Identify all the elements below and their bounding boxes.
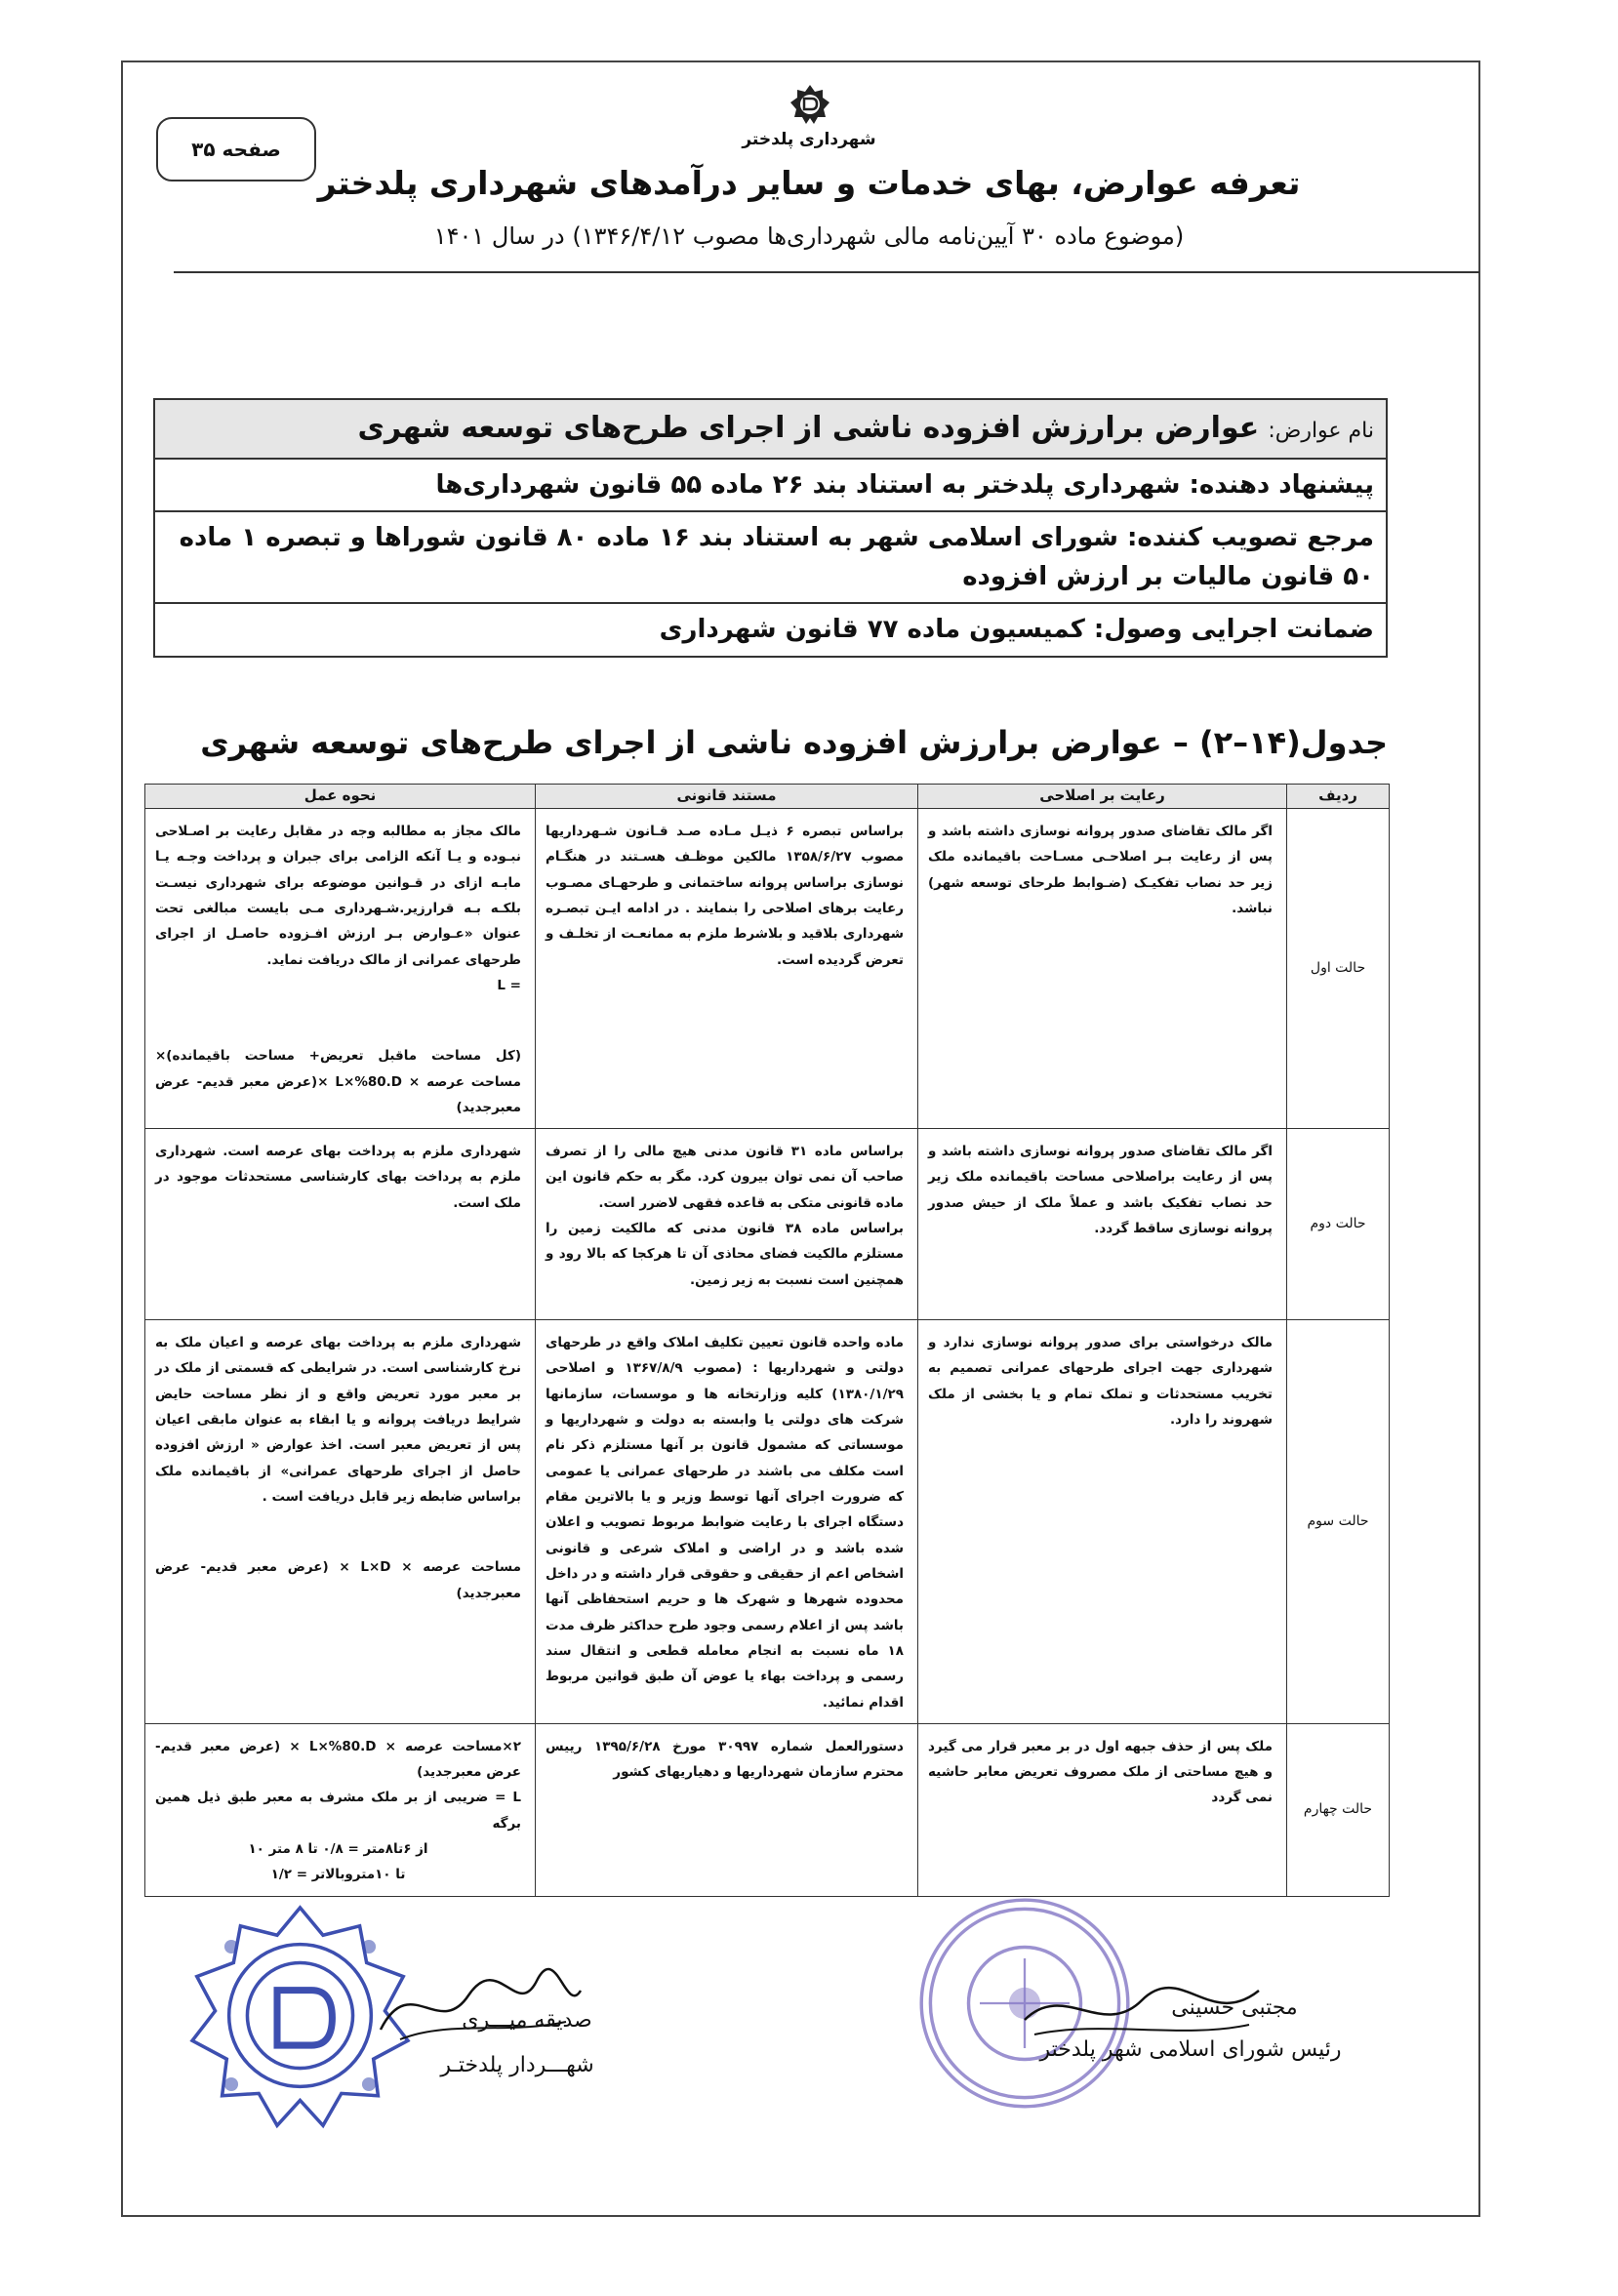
action-l: L = [497, 977, 521, 993]
action-text: مالک مجاز به مطالبه وجه در مقابل رعایت بر اصـلاحی نبـوده و یـا آنکه الزامی برای جبران و پرداخت وجـه یـا مابـه ازای در قـوانین موضوعه برای شهرداری نیسـت بلکـه بـه قرارزیر.شـهرداری مـی بایست مبالغی تحت عنوان «عـوارض بـر ارزش افـزوده حاصـل از اجرای طرحهای عمرانی از مالک دریافت نماید. [155, 824, 521, 968]
action-formula: ۲×مساحت عرصه × L×%80.D × (عرض معبر قدیم- عرض معبرجدید) [155, 1738, 521, 1781]
row-legal-basis: دستورالعمل شماره ۳۰۹۹۷ مورخ ۱۳۹۵/۶/۲۸ رییس محترم سازمان شهرداریها و دهیاریهای کشور [536, 1723, 918, 1896]
row-condition: ملک پس از حذف جبهه اول در بر معبر قرار می گیرد و هیچ مساحتی از ملک مصروف تعریض معابر حاشیه نمی گردد [918, 1723, 1287, 1896]
action-text: شهرداری ملزم به پرداخت بهای عرصه و اعیان ملک به نرخ کارشناسی است. در شرایطی که قسمتی از ملک در بر معبر مورد تعریض واقع و از نظر مساحت حایض شرایط دریافت پروانه و یا ابقاء به عنوان مابقی اعیان پس از تعریض معبر است. اخذ عوارض « ارزش افزوده حاصل از اجرای طرحهای عمرانی» از باقیمانده ملک براساس ضابطه زیر قابل دریافت است . [155, 1335, 521, 1505]
document-title: تعرفه عوارض، بهای خدمات و سایر درآمدهای شهرداری پلدختر [317, 164, 1301, 202]
header-divider [174, 271, 1479, 273]
approver-row: مرجع تصویب کننده: شورای اسلامی شهر به استناد بند ۱۶ ماده ۸۰ قانون شوراها و تبصره ۱ ماده ۵۰ قانون مالیات بر ارزش افزوده [155, 512, 1386, 605]
document-subtitle: (موضوع ماده ۳۰ آیین‌نامه مالی شهرداری‌ها مصوب ۱۳۴۶/۴/۱۲) در سال ۱۴۰۱ [433, 222, 1185, 250]
row-legal-basis [536, 1129, 918, 1320]
mayor-title: شهـــردار پلدختـر [440, 2053, 594, 2077]
page-number-badge: صفحه ۳۵ [156, 117, 316, 181]
action-tier-1: از ۶تا۸متر = ۰/۸ تا ۸ متر ۱۰ [248, 1841, 428, 1858]
row-label: حالت سوم [1287, 1320, 1390, 1724]
fee-info-box [153, 398, 1388, 658]
row-label: حالت چهارم [1287, 1723, 1390, 1896]
action-formula: مساحت عرصه × L×D × (عرض معبر قدیم- عرض معبرجدید) [155, 1559, 521, 1601]
row-legal-basis: براساس تبصره ۶ ذیـل مـاده صـد قـانون شـهرداریها مصوب ۱۳۵۸/۶/۲۷ مالکین موظـف هسـتند در هنگـام نوسازی براساس پروانه ساختمانی و طرحهـای مصـوب رعایت برهای اصلاحی را بنمایند . در ادامه ایـن تبصـره شهرداری بلاقید و بلاشرط ملزم به ممانعـت از تخلـف و تعرض گردیده است. [536, 809, 918, 1129]
fee-name-row [155, 400, 1386, 460]
action-formula: (کل مساحت ماقبل تعریض+ مساحت باقیمانده)× مساحت عرصه × L×%80.D ×(عرض معبر قدیم- عرض معبرجدید) [155, 1048, 521, 1115]
row-condition: مالک درخواستی برای صدور پروانه نوسازی ندارد و شهرداری جهت اجرای طرحهای عمرانی تصمیم به تخریب مستحدثات و تملک تمام و یا بخشی از ملک شهروند را دارد. [918, 1320, 1287, 1724]
mayor-signature-icon [371, 1961, 586, 2049]
row-condition: اگر مالک تقاضای صدور پروانه نوسازی داشته باشد و پس از رعایت براصلاحی مساحت باقیمانده ملک زیر حد نصاب تفکیک باشد و عملاً ملک از حیش صدور پروانه نوسازی ساقط گردد. [918, 1129, 1287, 1320]
row-action [145, 1723, 536, 1896]
legal-text-1: براساس ماده ۳۱ قانون مدنی هیچ مالی را از تصرف صاحب آن نمی توان بیرون کرد. مگر به حکم قانون این ماده قانونی متکی به قاعده فقهی لاضرر است. [546, 1144, 904, 1211]
header-action: نحوه عمل [145, 785, 536, 809]
fee-table [144, 784, 1390, 1897]
table-title: جدول(۱۴–۲) – عوارض برارزش افزوده ناشی از اجرای طرح‌های توسعه شهری [200, 724, 1388, 761]
table-header-row [145, 785, 1390, 809]
row-label: حالت اول [1287, 809, 1390, 1129]
fee-name-label: نام عوارض: [1268, 419, 1374, 443]
row-condition: اگر مالک تقاضای صدور پروانه نوسازی داشته باشد و پس از رعایت بـر اصلاحـی مسـاحت باقیمانده ملک زیر حد نصاب تفکیـک (ضـوابط طرحای توسعه شهر) نباشد. [918, 809, 1287, 1129]
row-label: حالت دوم [1287, 1129, 1390, 1320]
table-row [145, 809, 1390, 1129]
action-l: L = ضریبی از بر ملک مشرف به معبر طبق ذیل همین برگه [155, 1790, 521, 1832]
header-condition: رعایت بر اصلاحی [918, 785, 1287, 809]
legal-text-2: براساس ماده ۳۸ قانون مدنی که مالکیت زمین را مستلزم مالکیت فضای محاذی آن تا هرکجا که بالا رود و همچنین است نسبت به زیر زمین. [546, 1221, 904, 1288]
table-row [145, 1723, 1390, 1896]
action-tier-2: تا ۱۰متروبالاتر = ۱/۲ [270, 1867, 406, 1883]
header-row-number: ردیف [1287, 785, 1390, 809]
row-action [145, 809, 536, 1129]
municipality-name: شهرداری پلدختر [742, 130, 876, 149]
table-row [145, 1320, 1390, 1724]
municipality-logo-icon [789, 83, 831, 126]
row-legal-basis: ماده واحده قانون تعیین تکلیف املاک واقع در طرحهای دولتی و شهرداریها : (مصوب ۱۳۶۷/۸/۹ و اصلاحی ۱۳۸۰/۱/۲۹) کلیه وزارتخانه ها و موسسات، سازمانها شرکت های دولتی یا وابسته به دولت و شهرداریها و موسساتی که مشمول قانون بر آنها مستلزم ذکر نام است مکلف می باشند در طرحهای عمرانی یا عمومی که ضرورت اجرای آنها توسط وزیر و یا بالاترین مقام دستگاه اجرای با رعایت ضوابط مربوط تصویب و اعلان شده باشد و در اراضی و املاک شرعی و قانونی اشخاص اعم از حقیقی و حقوقی قرار داشته و در داخل محدوده شهرها و شهرک ها و حریم استحفاظی آنها باشد پس از اعلام رسمی وجود طرح حداکثر ظرف مدت ۱۸ ماه نسبت به انجام معامله قطعی و انتقال سند رسمی و پرداخت بهاء یا عوض آن طبق قوانین مربوط اقدام نمائید. [536, 1320, 918, 1724]
guarantee-row: ضمانت اجرایی وصول: کمیسیون ماده ۷۷ قانون شهرداری [659, 615, 1374, 645]
header-legal-basis: مستند قانونی [536, 785, 918, 809]
council-head-title: رئیس شورای اسلامی شهر پلدختر [1039, 2037, 1342, 2062]
row-action [145, 1320, 536, 1724]
council-head-name: مجتبی حسینی [1171, 1995, 1298, 2020]
mayor-name: صدیقه میـــری [462, 2008, 592, 2033]
row-action: شهرداری ملزم به پرداخت بهای عرصه است. شهرداری ملزم به پرداخت بهای کارشناسی مستحدثات موجود در ملک است. [145, 1129, 536, 1320]
fee-name: عوارض برارزش افزوده ناشی از اجرای طرح‌های توسعه شهری [357, 411, 1260, 445]
table-row [145, 1129, 1390, 1320]
proposer-row: پیشنهاد دهنده: شهرداری پلدختر به استناد بند ۲۶ ماده ۵۵ قانون شهرداری‌ها [155, 460, 1386, 512]
